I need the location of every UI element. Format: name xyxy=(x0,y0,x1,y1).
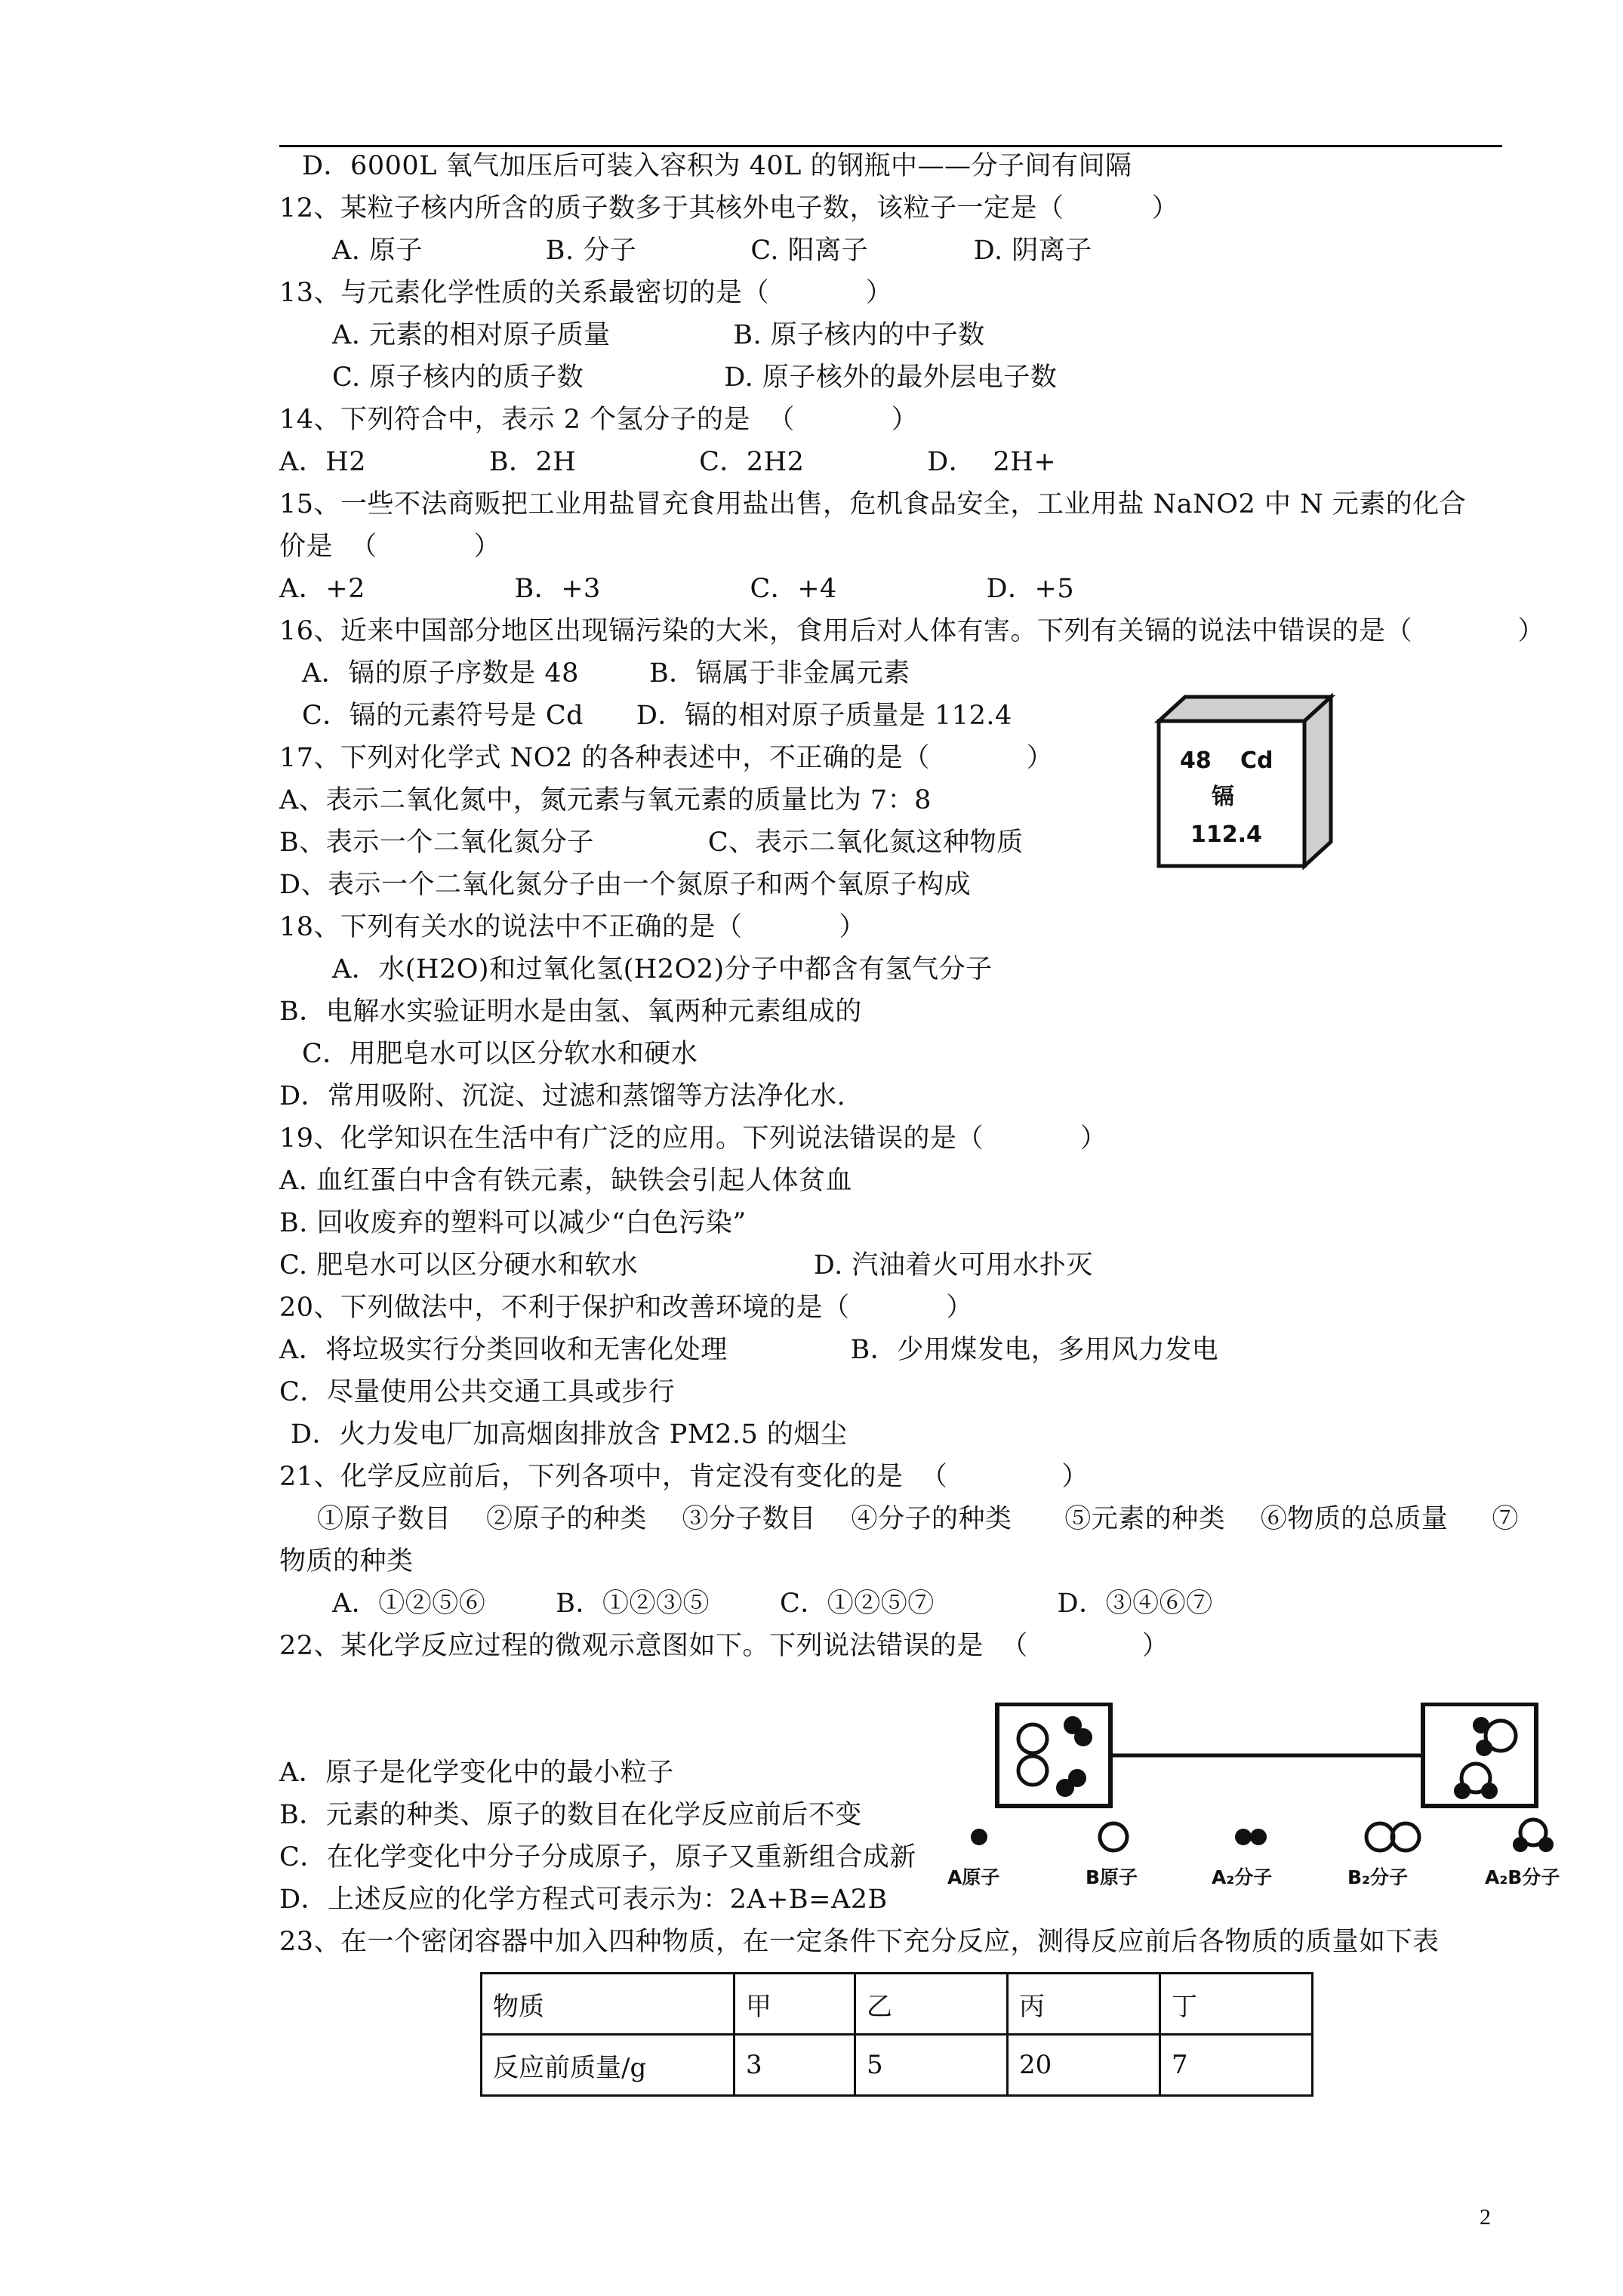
text-line: B．电解水实验证明水是由氢、氧两种元素组成的 xyxy=(279,997,862,1027)
header-rule xyxy=(279,145,1502,147)
text-line: C. 原子核内的质子数 D. 原子核外的最外层电子数 xyxy=(332,362,1058,393)
text-line: C．用肥皂水可以区分软水和硬水 xyxy=(302,1039,698,1069)
text-line: 15、一些不法商贩把工业用盐冒充食用盐出售，危机食品安全，工业用盐 NaNO2 中 N 元素的化合 xyxy=(279,489,1467,519)
legend-label-a-atom: A原子 xyxy=(947,1866,1000,1888)
table-header-cell: 乙 xyxy=(855,1974,1008,2035)
text-line: B. 回收废弃的塑料可以减少“白色污染” xyxy=(279,1208,747,1238)
text-line: A. 血红蛋白中含有铁元素，缺铁会引起人体贫血 xyxy=(279,1166,853,1196)
legend-a2-molecule-icon xyxy=(1235,1829,1252,1845)
legend-a2b-molecule-icon xyxy=(1538,1837,1554,1852)
a2b-molecule-atom xyxy=(1476,1740,1492,1756)
table-cell: 7 xyxy=(1160,2035,1313,2096)
before-box xyxy=(997,1704,1110,1806)
legend-b-atom-icon xyxy=(1100,1823,1127,1851)
legend-a2b-molecule-icon xyxy=(1513,1837,1528,1852)
table-header-cell: 物质 xyxy=(482,1974,735,2035)
legend-label-b2-molecule: B₂分子 xyxy=(1347,1866,1409,1888)
text-line: 19、化学知识在生活中有广泛的应用。下列说法错误的是（ ） xyxy=(279,1123,1107,1154)
a2-molecule-atom xyxy=(1056,1779,1074,1797)
text-line: 21、化学反应前后，下列各项中，肯定没有变化的是 （ ） xyxy=(279,1462,1089,1492)
table-cell: 反应前质量/g xyxy=(482,2035,735,2096)
text-line: 12、某粒子核内所含的质子数多于其核外电子数，该粒子一定是（ ） xyxy=(279,193,1179,223)
text-line: 16、近来中国部分地区出现镉污染的大米，食用后对人体有害。下列有关镉的说法中错误的是（ ） xyxy=(279,616,1545,646)
table-cell: 3 xyxy=(735,2035,855,2096)
text-line: 物质的种类 xyxy=(279,1546,414,1576)
element-mass: 112.4 xyxy=(1190,821,1262,848)
card-top-face xyxy=(1159,697,1331,721)
a2b-molecule-atom xyxy=(1473,1717,1489,1734)
element-symbol: Cd xyxy=(1240,747,1273,774)
text-line: D．上述反应的化学方程式可表示为：2A+B=A2B xyxy=(279,1885,888,1915)
text-line: D．常用吸附、沉淀、过滤和蒸馏等方法净化水. xyxy=(279,1081,846,1111)
b2-molecule-atom xyxy=(1018,1724,1047,1753)
text-line: 价是 （ ） xyxy=(279,532,501,562)
legend-b2-molecule-icon xyxy=(1392,1823,1419,1851)
text-line: 17、下列对化学式 NO2 的各种表述中，不正确的是（ ） xyxy=(279,743,1054,773)
legend-label-a2-molecule: A₂分子 xyxy=(1212,1866,1273,1888)
text-line: D．火力发电厂加高烟囱排放含 PM2.5 的烟尘 xyxy=(291,1419,848,1450)
reaction-diagram xyxy=(947,1703,1619,1895)
table-header-cell: 丁 xyxy=(1160,1974,1313,2035)
legend-b2-molecule-icon xyxy=(1366,1823,1394,1851)
text-line: A．原子是化学变化中的最小粒子 xyxy=(279,1758,674,1788)
element-name: 镉 xyxy=(1212,784,1234,810)
table-cell: 5 xyxy=(855,2035,1008,2096)
text-line: A．水(H2O)和过氧化氢(H2O2)分子中都含有氢气分子 xyxy=(332,954,993,985)
element-card-cadmium xyxy=(1151,691,1336,874)
legend-a2-molecule-icon xyxy=(1250,1829,1267,1845)
text-line: A. 原子 B. 分子 C. 阳离子 D. 阴离子 xyxy=(332,236,1092,266)
table-cell: 20 xyxy=(1008,2035,1160,2096)
text-line: C. 肥皂水可以区分硬水和软水 D. 汽油着火可用水扑灭 xyxy=(279,1250,1093,1281)
table-row xyxy=(482,2035,1313,2096)
text-line: D、表示一个二氧化氮分子由一个氮原子和两个氧原子构成 xyxy=(279,870,972,900)
element-number: 48 xyxy=(1180,747,1212,774)
text-line: 13、与元素化学性质的关系最密切的是（ ） xyxy=(279,278,893,308)
b2-molecule-atom xyxy=(1018,1756,1047,1785)
mass-table xyxy=(480,1972,1313,2097)
text-line: 20、下列做法中，不利于保护和改善环境的是（ ） xyxy=(279,1293,973,1323)
text-line: A．H2 B．2H C．2H2 D． 2H+ xyxy=(279,447,1057,477)
legend-a-atom-icon xyxy=(971,1829,987,1845)
text-line: 14、下列符合中，表示 2 个氢分子的是 （ ） xyxy=(279,405,919,435)
text-line: A．+2 B．+3 C．+4 D．+5 xyxy=(279,574,1075,604)
table-header-row xyxy=(482,1974,1313,2035)
table-header-cell: 甲 xyxy=(735,1974,855,2035)
text-line: 22、某化学反应过程的微观示意图如下。下列说法错误的是 （ ） xyxy=(279,1631,1169,1661)
text-line: B、表示一个二氧化氮分子 C、表示二氧化氮这种物质 xyxy=(279,827,1024,858)
card-side-face xyxy=(1304,697,1331,866)
legend-label-b-atom: B原子 xyxy=(1086,1866,1138,1888)
a2-molecule-atom xyxy=(1074,1728,1092,1746)
a2b-molecule-atom xyxy=(1481,1783,1498,1799)
text-line: 23、在一个密闭容器中加入四种物质，在一定条件下充分反应，测得反应前后各物质的质量如下表 xyxy=(279,1927,1440,1957)
text-line: A．①②⑤⑥ B．①②③⑤ C．①②⑤⑦ D．③④⑥⑦ xyxy=(332,1589,1213,1619)
text-line: D．6000L 氧气加压后可装入容积为 40L 的钢瓶中——分子间有间隔 xyxy=(302,151,1132,181)
page-number: 2 xyxy=(1480,2205,1491,2230)
text-line: B．元素的种类、原子的数目在化学反应前后不变 xyxy=(279,1800,862,1830)
text-line: C．尽量使用公共交通工具或步行 xyxy=(279,1377,676,1407)
text-line: A．将垃圾实行分类回收和无害化处理 B．少用煤发电，多用风力发电 xyxy=(279,1335,1219,1365)
text-line: A．镉的原子序数是 48 B．镉属于非金属元素 xyxy=(302,658,910,689)
legend-label-a2b-molecule: A₂B分子 xyxy=(1485,1866,1560,1888)
text-line: C．镉的元素符号是 Cd D．镉的相对原子质量是 112.4 xyxy=(302,701,1012,731)
text-line: A. 元素的相对原子质量 B. 原子核内的中子数 xyxy=(332,320,985,350)
text-line: A、表示二氧化氮中，氮元素与氧元素的质量比为 7：8 xyxy=(279,785,932,815)
a2b-molecule-atom xyxy=(1454,1783,1471,1799)
text-line: C．在化学变化中分子分成原子，原子又重新组合成新 xyxy=(279,1842,916,1872)
text-line: 18、下列有关水的说法中不正确的是（ ） xyxy=(279,912,866,942)
table-header-cell: 丙 xyxy=(1008,1974,1160,2035)
text-line: ①原子数目 ②原子的种类 ③分子数目 ④分子的种类 ⑤元素的种类 ⑥物质的总质量 ⑦ xyxy=(317,1504,1519,1534)
